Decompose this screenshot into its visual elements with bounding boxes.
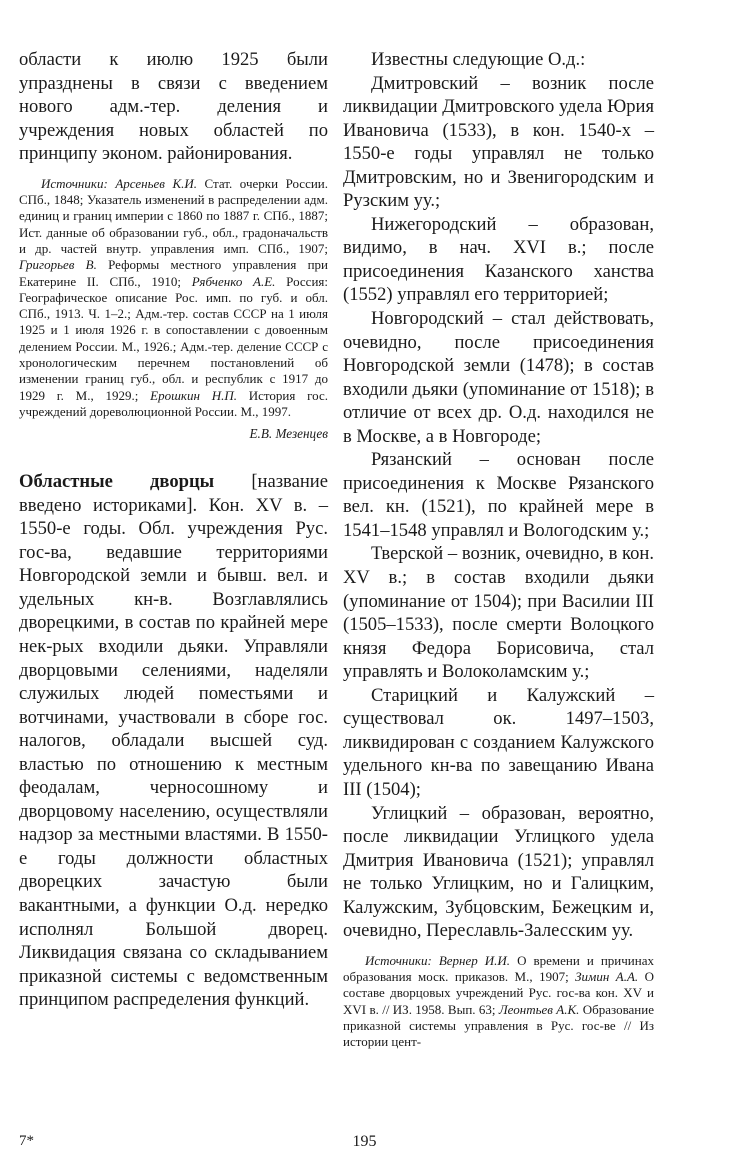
page-number: 195 bbox=[352, 1133, 377, 1150]
source-author: Зимин А.А. bbox=[575, 969, 639, 985]
source-text: О составе дворцовых учреждений Рус. гос-ва кон. XV и XVI в. // ИЗ. 1958. Вып. 63; bbox=[343, 969, 654, 1017]
sources-block-2 bbox=[343, 953, 654, 1051]
source-author: Леонтьев А.К. bbox=[498, 1001, 580, 1017]
palace-staritsky-kaluzhsky: Старицкий и Калужский – существовал ок. 1497–1503, ликвидирован с созданием Калужского удельного кн-ва по завещанию Ивана III (1504); bbox=[343, 684, 654, 800]
source-text: Стат. очерки России. СПб., 1848; Указатель изменений в распределении адм. единиц и границ империи с 1860 по 1887 г. СПб., 1887; Ист. данные об образовании губ., обл., градоначальств и др. частей внутр. управления имп. СПб., 1907; bbox=[19, 175, 329, 256]
entry-body: [название введено историками]. Кон. XV в. – 1550-е годы. Обл. учреждения Рус. гос-ва, ведавшие территориями Новгородской земли и бывш. вел. и удельных кн-в. Возглавлялись дворецкими, в состав по крайней мере нек-рых входили дьяки. Управляли дворцовыми селениями, наделяли служилых людей поместьями и вотчинами, участвовали в сборе гос. налогов, обладали высшей суд. властью по отношению к местным феодалам, черносошному и дворцовому населению, осуществляли надзор за местными властями. В 1550-е годы должности областных дворецких зачастую были вакантными, а функции О.д. нередко исполнял Большой дворец. Ликвидация связана со складыванием приказной системы с ведомственным принципом распределения функций. bbox=[19, 471, 328, 1011]
signature-mark: 7* bbox=[19, 1133, 34, 1149]
entry-oblastnye-dvortsy bbox=[19, 470, 328, 1012]
source-text: История гос. учреждений дореволюционной России. М., 1997. bbox=[19, 387, 328, 419]
sources-label: Источники: bbox=[365, 952, 432, 968]
entry-term: Областные дворцы bbox=[19, 471, 215, 493]
palace-ryazansky: Рязанский – основан после присоединения к Москве Рязанского вел. кн. (1521), по крайней мере в 1541–1548 управлял и Вологодским у.; bbox=[343, 449, 654, 541]
palace-tverskoy: Тверской – возник, очевидно, в кон. XV в.; в состав входили дьяки (упоминание от 1504); при Василии III (1505–1533), после смерти Волоцкого князя Федора Борисовича, стал управлять и Волоколамским у.; bbox=[343, 543, 654, 683]
article-author: Е.В. Мезенцев bbox=[249, 426, 328, 442]
left-column bbox=[19, 48, 328, 1012]
palace-uglitsky: Углицкий – образован, вероятно, после ликвидации Углицкого удела Дмитрия Ивановича (1521); управлял не только Углицким, но и Галицким, Калужским, Зубцовским, Бежецким и, очевидно, Переславль-Залесским уу. bbox=[343, 802, 654, 942]
source-text: О времени и причинах образования моск. приказов. М., 1907; bbox=[343, 952, 654, 985]
source-author: Рябченко А.Е. bbox=[191, 273, 276, 289]
source-text: Образование приказной системы управления в Рус. гос-ве // Из истории цент- bbox=[343, 1001, 654, 1050]
source-author: Ерошкин Н.П. bbox=[150, 387, 237, 403]
source-author: Григорьев В. bbox=[19, 257, 97, 273]
palace-list-intro: Известны следующие О.д.: bbox=[371, 49, 586, 70]
source-author: Вернер И.И. bbox=[438, 952, 511, 968]
sources-label: Источники: bbox=[41, 175, 108, 191]
sources-block-1 bbox=[19, 176, 328, 420]
source-text: Реформы местного управления при Екатерине II. СПб., 1910; bbox=[19, 257, 329, 289]
palace-novgorodsky: Новгородский – стал действовать, очевидно, после присоединения Новгородской земли (1478); в состав входили дьяки (упоминание от 1518); в отличие от всех др. О.д. находился не в Москве, а в Новгороде; bbox=[343, 308, 654, 447]
palace-nizhegorodsky: Нижегородский – образован, видимо, в нач. XVI в.; после присоединения Казанского ханства (1552) управлял его территорией; bbox=[343, 213, 654, 306]
source-author: Арсеньев К.И. bbox=[115, 175, 197, 191]
right-column bbox=[343, 48, 654, 1051]
palace-dmitrovsky: Дмитровский – возник после ликвидации Дмитровского удела Юрия Ивановича (1533), в кон. 1540-х – 1550-е годы управлял не только Дмитровским, но и Звенигородским и Рузским уу.; bbox=[343, 72, 654, 212]
source-text: Россия: Географическое описание Рос. имп. по губ. и обл. СПб., 1913. Ч. 1–2.; Адм.-тер. состав СССР на 1 июля 1925 и 1 июля 1926 г. в сопоставлении с довоенным делением России. М., 1926.; Адм.-тер. деление СССР с хронологическим перечнем постановлений об изменении границ губ., обл. и республик с 1917 до 1929 г. М., 1929.; bbox=[19, 273, 328, 403]
previous-entry-ending: области к июлю 1925 были упразднены в связи с введением нового адм.-тер. деления и учреждения новых областей по принципу эконом. районирования. bbox=[19, 49, 328, 165]
